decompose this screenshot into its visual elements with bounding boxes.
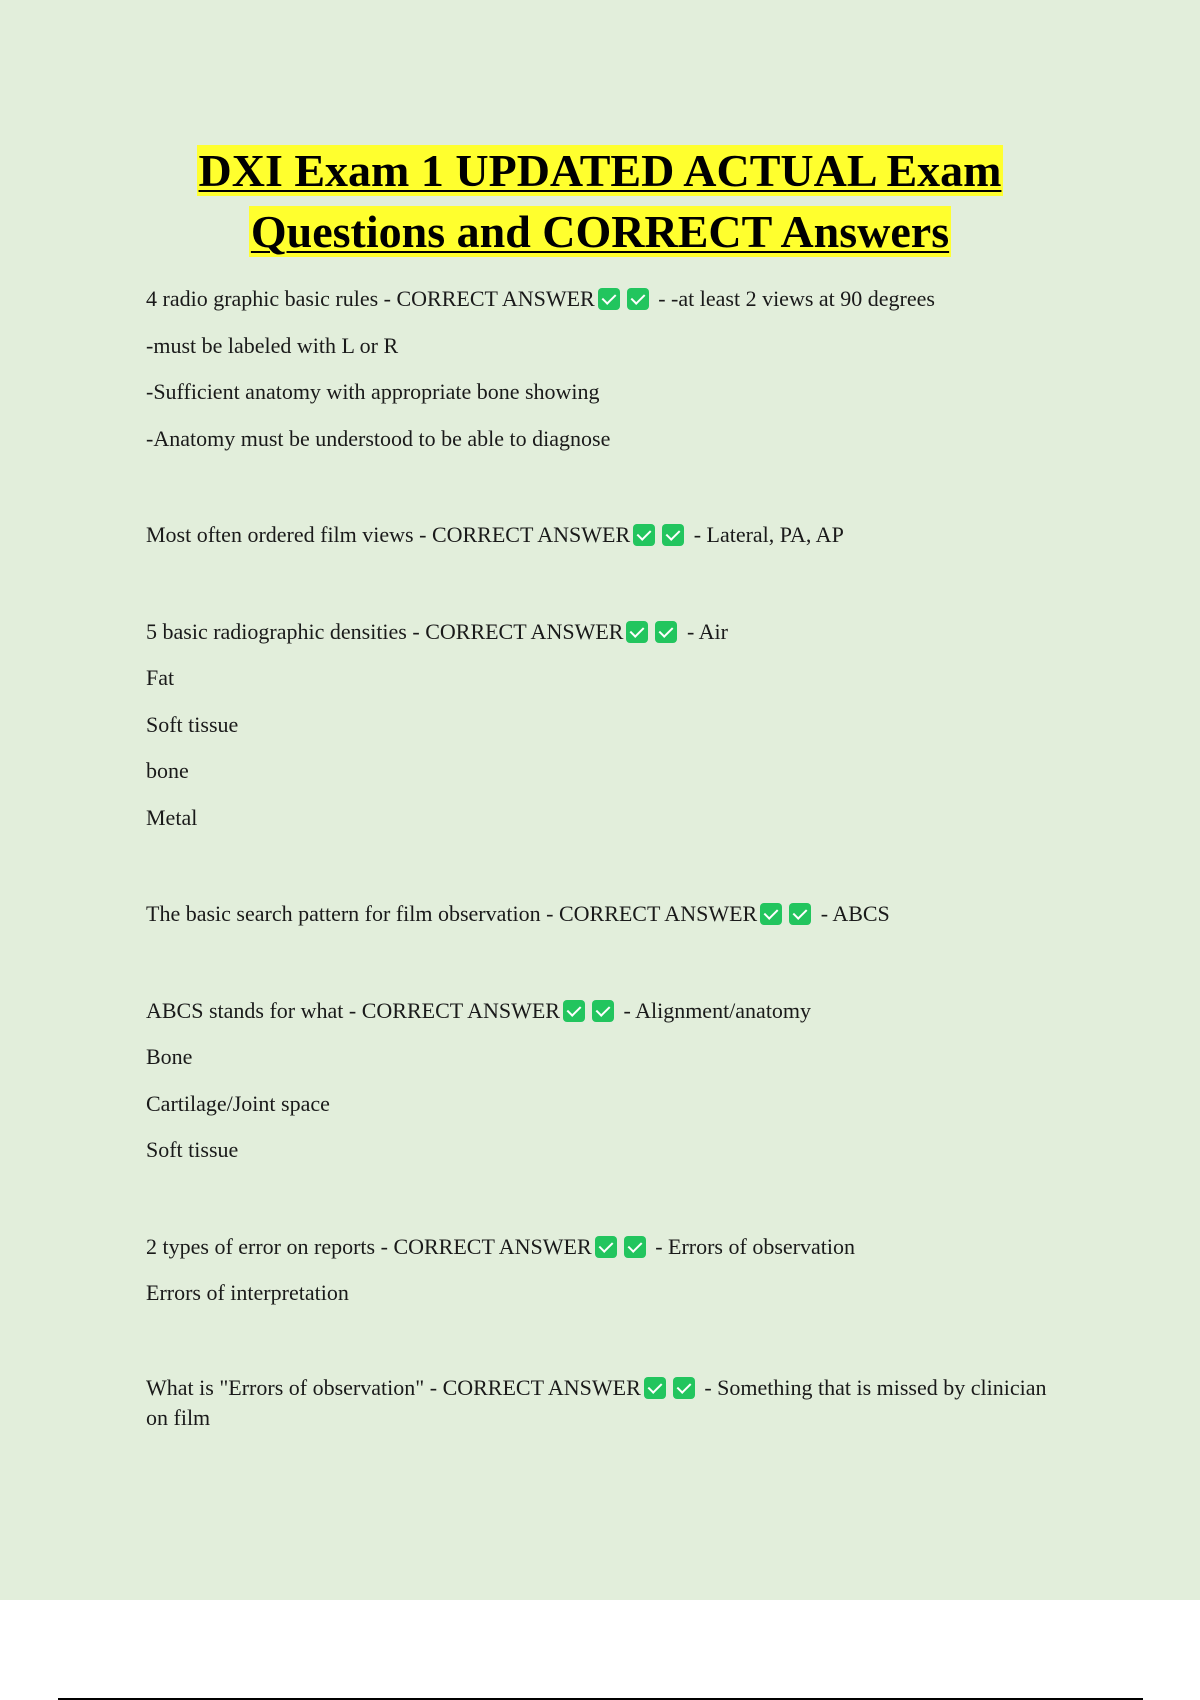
check-mark-icon bbox=[760, 903, 782, 925]
answer-marker: CORRECT ANSWER bbox=[393, 1233, 592, 1259]
qa-item bbox=[146, 897, 1066, 944]
question-text: Most often ordered film views - bbox=[146, 522, 432, 547]
answer-marker: CORRECT ANSWER bbox=[442, 1374, 641, 1400]
answer-text: - Lateral, PA, AP bbox=[688, 522, 844, 547]
question-text: 5 basic radiographic densities - bbox=[146, 618, 426, 644]
answer-text: - Air bbox=[681, 618, 728, 644]
answer-line: Cartilage/Joint space bbox=[146, 1090, 330, 1116]
answer-line: Fat bbox=[146, 665, 175, 690]
answer-marker: CORRECT ANSWER bbox=[431, 522, 631, 547]
document-title bbox=[0, 140, 1200, 262]
check-mark-icon bbox=[595, 1236, 617, 1258]
qa-item bbox=[146, 1373, 1066, 1433]
answer-line: -Sufficient anatomy with appropriate bone showing bbox=[146, 379, 600, 404]
check-mark-icon bbox=[598, 288, 620, 310]
answer-marker: CORRECT ANSWER bbox=[425, 618, 624, 644]
check-mark-icon bbox=[592, 1000, 614, 1022]
check-mark-icon bbox=[673, 1377, 695, 1399]
answer-text: - Alignment/anatomy bbox=[617, 997, 812, 1023]
answer-line: Soft tissue bbox=[146, 1137, 239, 1162]
qa-list bbox=[146, 282, 1066, 1433]
answer-line: -must be labeled with L or R bbox=[146, 332, 399, 358]
answer-marker: CORRECT ANSWER bbox=[361, 997, 560, 1023]
title-line-2: Questions and CORRECT Answers bbox=[250, 206, 950, 257]
question-text: 2 types of error on reports - bbox=[146, 1233, 394, 1259]
question-text: The basic search pattern for film observation - bbox=[146, 901, 559, 926]
question-text: What is "Errors of observation" - bbox=[146, 1374, 443, 1400]
answer-text: - Something that is missed by clinician on film bbox=[146, 1374, 1047, 1430]
check-mark-icon bbox=[633, 524, 655, 546]
qa-item bbox=[146, 518, 1066, 565]
answer-text: - -at least 2 views at 90 degrees bbox=[652, 286, 935, 311]
check-mark-icon bbox=[644, 1377, 666, 1399]
qa-item bbox=[146, 282, 1066, 329]
answer-line: Errors of interpretation bbox=[146, 1280, 349, 1305]
check-mark-icon bbox=[789, 903, 811, 925]
qa-item bbox=[146, 994, 1066, 1041]
answer-line: bone bbox=[146, 758, 189, 783]
answer-text: - ABCS bbox=[815, 901, 890, 926]
qa-item bbox=[146, 615, 1066, 662]
check-mark-icon bbox=[563, 1000, 585, 1022]
answer-line: Bone bbox=[146, 1044, 193, 1069]
answer-line: Soft tissue bbox=[146, 711, 239, 737]
question-text: 4 radio graphic basic rules - bbox=[146, 286, 397, 311]
answer-line: Metal bbox=[146, 804, 198, 830]
answer-line: -Anatomy must be understood to be able to diagnose bbox=[146, 425, 611, 451]
answer-text: - Errors of observation bbox=[649, 1233, 855, 1259]
check-mark-icon bbox=[655, 621, 677, 643]
check-mark-icon bbox=[626, 621, 648, 643]
check-mark-icon bbox=[662, 524, 684, 546]
answer-marker: CORRECT ANSWER bbox=[558, 901, 758, 926]
title-line-1: DXI Exam 1 UPDATED ACTUAL Exam bbox=[198, 145, 1002, 196]
question-text: ABCS stands for what - bbox=[146, 997, 362, 1023]
check-mark-icon bbox=[627, 288, 649, 310]
qa-item bbox=[146, 1230, 1066, 1277]
answer-marker: CORRECT ANSWER bbox=[396, 286, 595, 311]
check-mark-icon bbox=[624, 1236, 646, 1258]
